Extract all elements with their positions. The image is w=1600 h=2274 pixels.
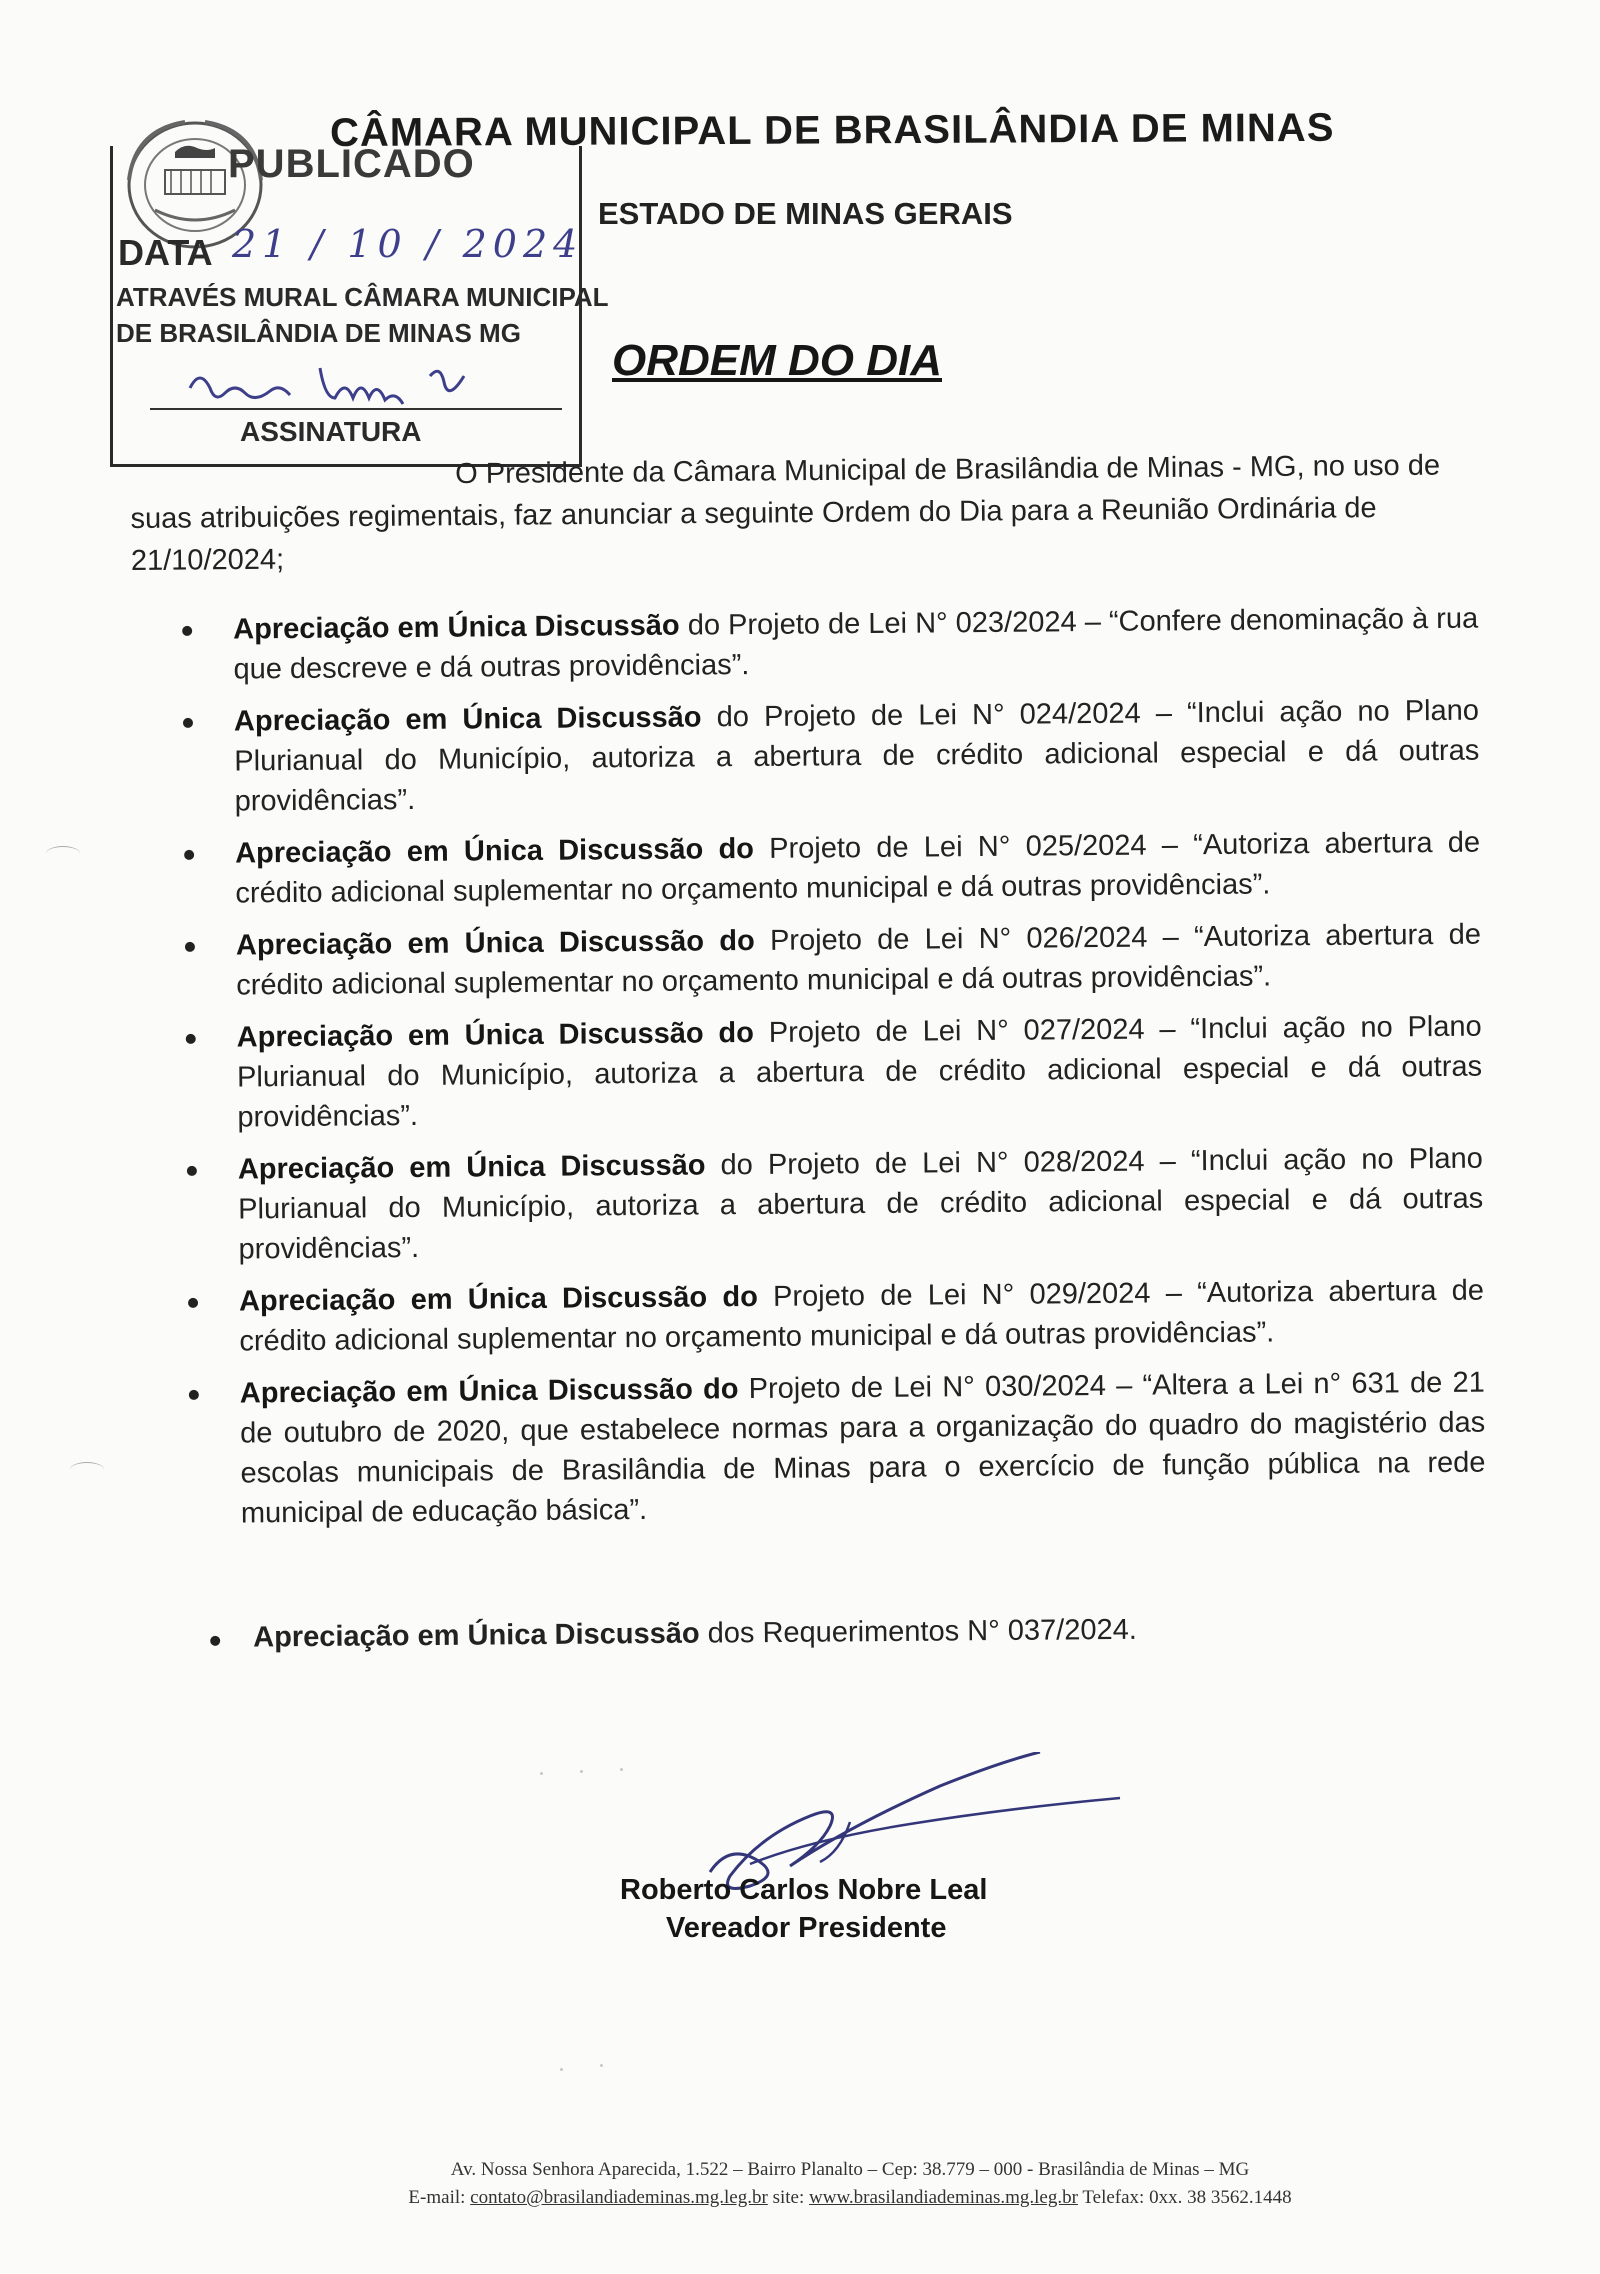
- stamp-date-value: 21 / 10 / 2024: [232, 222, 584, 266]
- agenda-item-lead: Apreciação em Única Discussão do: [235, 924, 755, 962]
- agenda-item-text: do Projeto de Lei N° 028/2024 – “Inclui ação no Plano Plurianual do Município, autoriza a abertura de crédito adicional especial e dá outras providências”.: [238, 1142, 1484, 1266]
- stamp-location-line1: ATRAVÉS MURAL CÂMARA MUNICIPAL: [116, 282, 609, 312]
- footer-phone: Telefax: 0xx. 38 3562.1448: [1082, 2187, 1292, 2208]
- agenda-item-lead: Apreciação em Única Discussão do: [239, 1373, 739, 1410]
- agenda-item-text: do Projeto de Lei N° 023/2024 – “Confere denominação à rua que descreve e dá outras providências”.: [233, 602, 1479, 686]
- agenda-list: [178, 599, 1486, 1546]
- scan-artifact: [580, 1770, 583, 1773]
- agenda-item-text: Projeto de Lei N° 030/2024 – “Altera a Lei n° 631 de 21 de outubro de 2020, que estabelece normas para a organização do quadro do magistério das escolas municipais de Brasilândia de Minas para o exercício de função pública na rede municipal de educação básica”.: [240, 1366, 1486, 1530]
- signer-role: Vereador Presidente: [666, 1912, 947, 1944]
- footer-site-link[interactable]: www.brasilandiademinas.mg.leg.br: [809, 2187, 1078, 2208]
- requirement-text: dos Requerimentos N° 037/2024.: [699, 1613, 1137, 1650]
- scan-artifact: [560, 2068, 563, 2071]
- agenda-item-lead: Apreciação em Única Discussão do: [236, 1016, 755, 1054]
- agenda-item-text: Projeto de Lei N° 025/2024 – “Autoriza abertura de crédito adicional suplementar no orçamento municipal e dá outras providências”.: [235, 826, 1481, 910]
- agenda-item-lead: Apreciação em Única Discussão do: [238, 1280, 758, 1318]
- bullet-icon: [185, 942, 195, 952]
- footer-site-label: site:: [772, 2187, 805, 2208]
- agenda-item: [178, 599, 1479, 690]
- agenda-item: [182, 1007, 1483, 1138]
- stamp-signature-line: [150, 408, 562, 410]
- bullet-icon: [183, 718, 193, 728]
- footer-email-label: E-mail:: [408, 2187, 466, 2208]
- scan-artifact: [540, 1772, 543, 1775]
- agenda-item-lead: Apreciação em Única Discussão do: [234, 832, 755, 870]
- bullet-icon: [189, 1390, 199, 1400]
- bullet-icon: [182, 626, 192, 636]
- agenda-item-text: do Projeto de Lei N° 024/2024 – “Inclui ação no Plano Plurianual do Município, autoriza a abertura de crédito adicional especial e dá outras providências”.: [234, 694, 1480, 818]
- agenda-item: [179, 691, 1480, 822]
- agenda-item-text: Projeto de Lei N° 029/2024 – “Autoriza abertura de crédito adicional suplementar no orçamento municipal e dá outras providências”.: [239, 1274, 1485, 1358]
- agenda-item-lead: Apreciação em Única Discussão: [233, 701, 702, 738]
- agenda-item-text: Projeto de Lei N° 026/2024 – “Autoriza abertura de crédito adicional suplementar no orçamento municipal e dá outras providências”.: [236, 918, 1482, 1002]
- bullet-icon: [187, 1166, 197, 1176]
- state-title: ESTADO DE MINAS GERAIS: [598, 196, 1013, 231]
- bullet-icon: [186, 1034, 196, 1044]
- stamp-signature-label: ASSINATURA: [240, 416, 422, 447]
- agenda-item: [181, 915, 1482, 1006]
- agenda-item: [185, 1363, 1486, 1534]
- bullet-icon: [184, 850, 194, 860]
- agenda-item: [183, 1139, 1484, 1270]
- bullet-icon: [188, 1298, 198, 1308]
- intro-paragraph: [130, 444, 1471, 582]
- footer-email-link[interactable]: contato@brasilandiademinas.mg.leg.br: [470, 2187, 768, 2208]
- agenda-item: [180, 823, 1481, 914]
- agenda-item-lead: Apreciação em Única Discussão: [233, 609, 680, 646]
- bullet-icon: [210, 1636, 220, 1646]
- scan-artifact: [46, 846, 80, 861]
- footer: [300, 2156, 1400, 2212]
- scan-artifact: [620, 1768, 623, 1771]
- stamp-date-label: DATA: [118, 232, 213, 273]
- chamber-title: CÂMARA MUNICIPAL DE BRASILÂNDIA DE MINAS: [329, 105, 1335, 156]
- footer-address: Av. Nossa Senhora Aparecida, 1.522 – Bairro Planalto – Cep: 38.779 – 000 - Brasilândia de Minas – MG: [450, 2159, 1250, 2180]
- document-title: ORDEM DO DIA: [612, 336, 942, 385]
- scan-artifact: [70, 1462, 104, 1477]
- intro-text: O Presidente da Câmara Municipal de Brasilândia de Minas - MG, no uso de suas atribuições regimentais, faz anunciar a seguinte Ordem do Dia para a Reunião Ordinária de 21/10/2024;: [130, 449, 1441, 577]
- agenda-item: [184, 1271, 1485, 1362]
- requirement-item: [198, 1608, 1353, 1658]
- requirement-lead: Apreciação em Única Discussão: [253, 1617, 700, 1654]
- agenda-item-lead: Apreciação em Única Discussão: [237, 1149, 706, 1186]
- stamp-published-label: PUBLICADO: [228, 142, 475, 186]
- scan-artifact: [600, 2064, 603, 2067]
- agenda-item-text: Projeto de Lei N° 027/2024 – “Inclui ação no Plano Plurianual do Município, autoriza a abertura de crédito adicional especial e dá outras providências”.: [236, 1010, 1483, 1134]
- stamp-location-line2: DE BRASILÂNDIA DE MINAS MG: [116, 318, 521, 348]
- signer-name: Roberto Carlos Nobre Leal: [620, 1874, 988, 1906]
